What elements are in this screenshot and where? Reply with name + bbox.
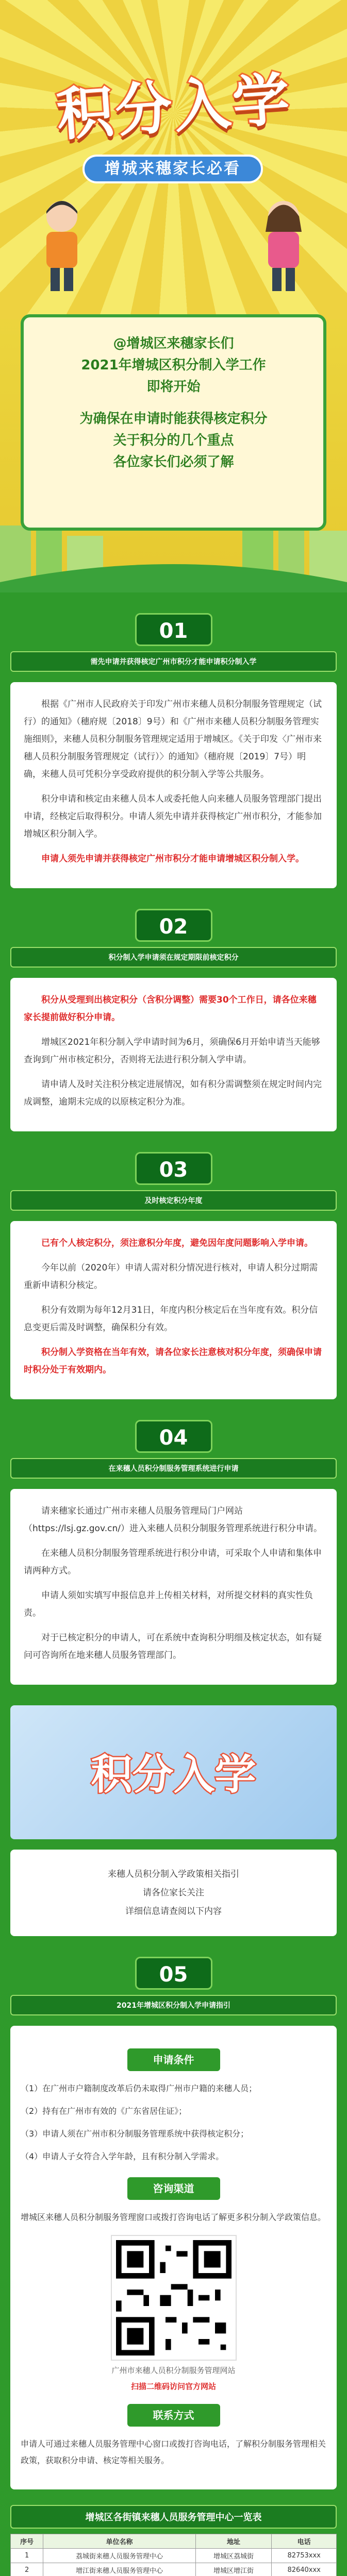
section-panel — [10, 978, 337, 1131]
table-cell: 1 — [11, 2549, 43, 2563]
guide-line: 来穗人员积分制入学政策相关指引 — [108, 1869, 239, 1879]
table-header: 地址 — [195, 2534, 272, 2549]
paragraph: 今年以前（2020年）申请人需对积分情况进行核对，申请人积分过期需重新申请积分核定。 — [24, 1263, 318, 1291]
hero-intro-card — [21, 314, 326, 531]
intro-line: 2021年增城区积分制入学工作 — [81, 358, 266, 373]
contact-text: 申请人可通过来穗人员服务管理中心窗口或拨打咨询电话，了解积分制服务管理相关政策，获取积分申请、核定等相关服务。 — [21, 2439, 326, 2465]
section-panel — [10, 1221, 337, 1399]
intro-line: @增城区来穗家长们 — [113, 336, 234, 351]
qr-code-graphic — [116, 2240, 232, 2355]
hero-title-wrap — [0, 62, 347, 148]
intro-line: 关于积分的几个重点 — [113, 433, 234, 448]
condition-item: （3）申请人须在广州市积分制服务管理系统中获得核定积分； — [21, 2129, 249, 2139]
qr-caption-secondary: 扫描二维码访问官方网站 — [130, 2382, 216, 2391]
guide-line: 请各位家长关注 — [143, 1888, 204, 1898]
subheading: 联系方式 — [127, 2404, 220, 2427]
paragraph: 请来穗家长通过广州市来穗人员服务管理局门户网站（https://lsj.gz.gov.cn/）进入来穗人员积分制服务管理系统进行积分申请。 — [24, 1506, 322, 1534]
paragraph: 根据《广州市人民政府关于印发广州市来穗人员积分制服务管理规定（试行）的通知》（穗府规〔2018〕9号）和《广州市来穗人员积分制服务管理实施细则》，来穗人员积分制服务管理规定适用于增城区。《关于印发〈广州市来穗人员积分制服务管理规定（试行）〉的通知》（穗府规〔2019〕7号）明确，来穗人员可凭积分享受政府提供的积分制入学等公共服务。 — [24, 699, 322, 779]
table-cell: 增城区增江街 — [195, 2563, 272, 2576]
guide-line: 详细信息请查阅以下内容 — [125, 1906, 222, 1917]
table-cell: 2 — [11, 2563, 43, 2576]
paragraph: 积分有效期为每年12月31日，年度内积分核定后在当年度有效。积分信息变更后需及时调整，确保积分有效。 — [24, 1305, 318, 1333]
paragraph: 已有个人核定积分，须注意积分年度，避免因年度问题影响入学申请。 — [41, 1238, 313, 1248]
section-heading: 积分制入学申请须在规定期限前核定积分 — [10, 947, 337, 968]
table-cell: 增城区荔城街 — [195, 2549, 272, 2563]
application-guide — [10, 2026, 337, 2489]
promo-banner — [10, 1705, 337, 1839]
section-heading: 在来穗人员积分制服务管理系统进行申请 — [10, 1458, 337, 1479]
table-body — [11, 2549, 337, 2576]
table-cell: 82753xxx — [272, 2549, 337, 2563]
intro-line: 各位家长们必须了解 — [113, 454, 234, 470]
child-illustration-right — [253, 196, 315, 294]
table-title: 增城区各街镇来穗人员服务管理中心一览表 — [10, 2505, 337, 2529]
table-cell: 荔城街来穗人员服务管理中心 — [43, 2549, 195, 2563]
apply-conditions — [21, 2080, 326, 2165]
table-row — [11, 2563, 337, 2576]
condition-item: （1）在广州市户籍制度改革后仍未取得广州市户籍的来穗人员； — [21, 2083, 257, 2093]
consult-text: 增城区来穗人员积分制服务管理窗口或拨打咨询电话了解更多积分制入学政策信息。 — [21, 2212, 326, 2222]
section-number: 04 — [135, 1420, 212, 1453]
paragraph: 对于已核定积分的申请人，可在系统中查询积分明细及核定状态，如有疑问可咨询所在地来穗人员服务管理部门。 — [24, 1633, 322, 1660]
banner-title: 积分入学 — [91, 1751, 256, 1799]
section-heading: 2021年增城区积分制入学申请指引 — [10, 1995, 337, 2015]
section-number: 05 — [135, 1957, 212, 1990]
section-number: 03 — [135, 1152, 212, 1185]
section-number: 01 — [135, 613, 212, 646]
section-panel — [10, 1489, 337, 1685]
section-number: 02 — [135, 909, 212, 942]
table-header: 电话 — [272, 2534, 337, 2549]
hero-banner — [0, 0, 347, 592]
section-panel — [10, 682, 337, 888]
table-cell: 82640xxx — [272, 2563, 337, 2576]
guide-panel — [10, 1850, 337, 1936]
condition-item: （4）申请人子女符合入学年龄，且有积分制入学需求。 — [21, 2151, 224, 2161]
table-header: 序号 — [11, 2534, 43, 2549]
hero-title: 积分入学 — [54, 66, 294, 148]
child-illustration-left — [31, 196, 93, 294]
qr-caption: 广州市来穗人员积分制服务管理网站 — [111, 2366, 236, 2375]
subheading: 申请条件 — [127, 2048, 220, 2071]
qr-wrap — [21, 2236, 326, 2360]
condition-item: （2）持有在广州市有效的《广东省居住证》； — [21, 2106, 187, 2116]
table-cell: 增江街来穗人员服务管理中心 — [43, 2563, 195, 2576]
paragraph: 积分制入学资格在当年有效，请各位家长注意核对积分年度，须确保申请时积分处于有效期内。 — [24, 1347, 322, 1375]
content — [0, 613, 347, 2576]
table-header: 单位名称 — [43, 2534, 195, 2549]
paragraph: 请申请人及时关注积分核定进展情况，如有积分需调整须在规定时间内完成调整，逾期未完成的以原核定积分为准。 — [24, 1079, 322, 1107]
intro-line: 即将开始 — [146, 379, 201, 395]
qr-code[interactable] — [112, 2236, 236, 2360]
paragraph: 积分申请和核定由来穗人员本人或委托他人向来穗人员服务管理部门提出申请，经核定后取得积分。申请人须先申请并获得核定广州市积分，才能参加增城区积分制入学。 — [24, 794, 322, 839]
section-heading: 需先申请并获得核定广州市积分才能申请积分制入学 — [10, 651, 337, 672]
table-row — [11, 2549, 337, 2563]
hero-subtitle: 增城来穗家长必看 — [82, 155, 263, 183]
paragraph: 申请人须如实填写申报信息并上传相关材料，对所提交材料的真实性负责。 — [24, 1590, 313, 1618]
intro-line: 为确保在申请时能获得核定积分 — [79, 411, 268, 427]
paragraph: 在来穗人员积分制服务管理系统进行积分申请，可采取个人申请和集体申请两种方式。 — [24, 1548, 322, 1576]
highlight-text: 申请人须先申请并获得核定广州市积分才能申请增城区积分制入学。 — [41, 854, 304, 864]
subheading: 咨询渠道 — [127, 2177, 220, 2200]
paragraph: 增城区2021年积分制入学申请时间为6月，须确保6月开始申请当天能够查询到广州市核定积分，否则将无法进行积分制入学申请。 — [24, 1037, 320, 1065]
paragraph: 积分从受理到出核定积分（含积分调整）需要30个工作日，请各位来穗家长提前做好积分申请。 — [24, 995, 317, 1023]
section-heading: 及时核定积分年度 — [10, 1190, 337, 1211]
service-center-table — [10, 2534, 337, 2576]
